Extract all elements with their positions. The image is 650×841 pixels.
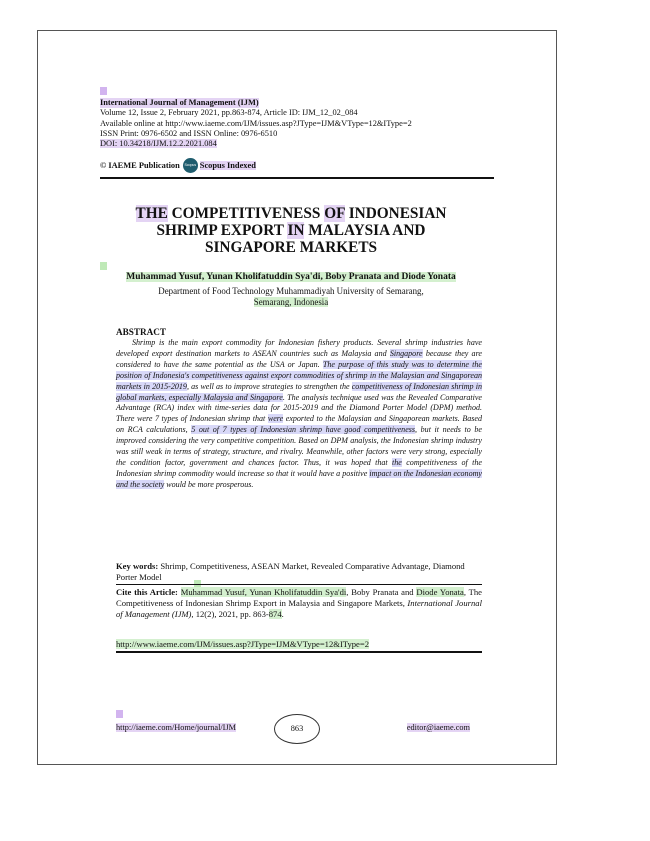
abstract-span: , but it needs to be improved considering the very competitive competition. Based on DPM analysis, the Indonesian shrimp industry was still weak in terms of strategy, structure, and rivalry. Meanwhile, other factors were very strong, especially the condition factor, government and chances factor. Thus, it was hoped that — [116, 425, 482, 467]
title-text: SINGAPORE MARKETS — [204, 239, 378, 256]
annotation-marker — [100, 262, 107, 270]
annotation-marker — [116, 710, 123, 718]
affiliation-line: Semarang, Indonesia — [253, 297, 329, 307]
title-word-of: OF — [324, 205, 345, 222]
cite-text: , Boby Pranata and — [346, 587, 417, 597]
abstract-span: . The analysis technique used was the Revealed Comparative Advantage (RCA) index with time-series data for 2015-2019 and the Diamond Porter Model (DPM) method. There were 7 types of Indonesian shrimp that — [116, 392, 482, 424]
cite-label: Cite this Article: — [116, 587, 178, 597]
abstract-span: because they are considered to have the same potential as the USA or Japan. — [116, 348, 482, 369]
author-list: Muhammad Yusuf, Yunan Kholifatuddin Sya'di, Boby Pranata and Diode Yonata — [126, 272, 456, 282]
title-word-in: IN — [287, 222, 305, 239]
cite-bottom-rule — [116, 651, 482, 653]
scopus-indexed-label: Scopus Indexed — [199, 160, 256, 170]
cite-this-article — [116, 587, 482, 619]
cite-url[interactable] — [116, 639, 369, 649]
page-number: 863 — [274, 714, 320, 744]
title-word-the: THE — [135, 205, 168, 222]
title-text: MALAYSIA AND — [304, 222, 426, 239]
cite-text: , The Competitiveness of Indonesian Shrimp Export in Malaysia and Singapore Markets, — [116, 587, 482, 608]
abstract-highlight: the — [392, 457, 402, 467]
authors — [100, 272, 482, 282]
issn-line: ISSN Print: 0976-6502 and ISSN Online: 0976-6510 — [100, 128, 278, 138]
affiliation — [100, 286, 482, 308]
abstract-highlight: were — [267, 414, 284, 424]
volume-line: Volume 12, Issue 2, February 2021, pp.863-874, Article ID: IJM_12_02_084 — [100, 108, 358, 118]
doi-line[interactable]: DOI: 10.34218/IJM.12.2.2021.084 — [100, 139, 217, 149]
cite-url-text[interactable]: http://www.iaeme.com/IJM/issues.asp?JType=IJM&VType=12&IType=2 — [116, 639, 370, 649]
abstract-text — [116, 338, 482, 491]
abstract-heading: ABSTRACT — [116, 327, 167, 337]
cite-authors: Muhammad Yusuf, Yunan Kholifatuddin Sya'di — [180, 587, 347, 597]
keywords-label: Key words: — [116, 561, 159, 571]
cite-text: , 12(2), 2021, pp. 863- — [191, 608, 269, 619]
journal-title: International Journal of Management (IJM) — [100, 98, 259, 107]
journal-header — [100, 98, 412, 149]
title-text: INDONESIAN — [344, 205, 447, 222]
abstract-span: , as well as to improve strategies to strengthen the — [186, 381, 352, 391]
cite-pages-end: 874 — [268, 608, 282, 619]
scopus-logo-icon: Scopus — [183, 158, 198, 173]
abstract-highlight: competitiveness of Indonesian shrimp in global markets, especially Malaysia and Singapore — [116, 381, 482, 402]
cite-author-diode: Diode Yonata — [416, 587, 464, 597]
cite-journal: International Journal of Management (IJM) — [116, 597, 482, 619]
paper-title — [100, 205, 482, 256]
abstract-span: would be more prosperous. — [164, 479, 254, 489]
footer-email-link[interactable]: editor@iaeme.com — [406, 723, 470, 732]
abstract-highlight: 5 out of 7 types of Indonesian shrimp have good competitiveness — [191, 425, 416, 435]
header-rule — [100, 177, 494, 179]
keywords-text: Shrimp, Competitiveness, ASEAN Market, Revealed Comparative Advantage, Diamond Porter Model — [116, 561, 465, 582]
footer-journal-link[interactable]: http://iaeme.com/Home/journal/IJM — [116, 723, 237, 732]
abstract-highlight: Singapore — [389, 348, 423, 358]
cite-text: . — [281, 608, 284, 619]
title-text: COMPETITIVENESS — [167, 205, 325, 222]
abstract-highlight: impact on the Indonesian economy and the society — [116, 468, 482, 489]
abstract-span: Shrimp is the main export commodity for Indonesian fishery products. Several shrimp industries have developed export destination markets to ASEAN countries such as Malaysia and — [116, 338, 482, 358]
abstract-span: competitiveness of the Indonesian shrimp commodity would increase so that it would have a positive — [116, 457, 482, 478]
publisher-row — [100, 158, 482, 172]
available-line[interactable]: Available online at http://www.iaeme.com/IJM/issues.asp?JType=IJM&VType=12&IType=2 — [100, 118, 412, 128]
title-text: SHRIMP EXPORT — [156, 222, 288, 239]
cite-top-rule — [116, 584, 482, 585]
abstract-highlight: The purpose of this study was to determine the position of Indonesia's competitiveness against export commodities of shrimp in the Malaysian and Singaporean markets in 2015-2019 — [116, 359, 482, 391]
keywords — [116, 561, 482, 583]
publisher-label: © IAEME Publication — [100, 160, 180, 170]
affiliation-line: Department of Food Technology Muhammadiyah University of Semarang, — [158, 286, 424, 296]
annotation-marker — [100, 87, 107, 95]
abstract-span: exported to the Malaysian and Singaporean markets. Based on RCA calculations, — [116, 414, 482, 435]
